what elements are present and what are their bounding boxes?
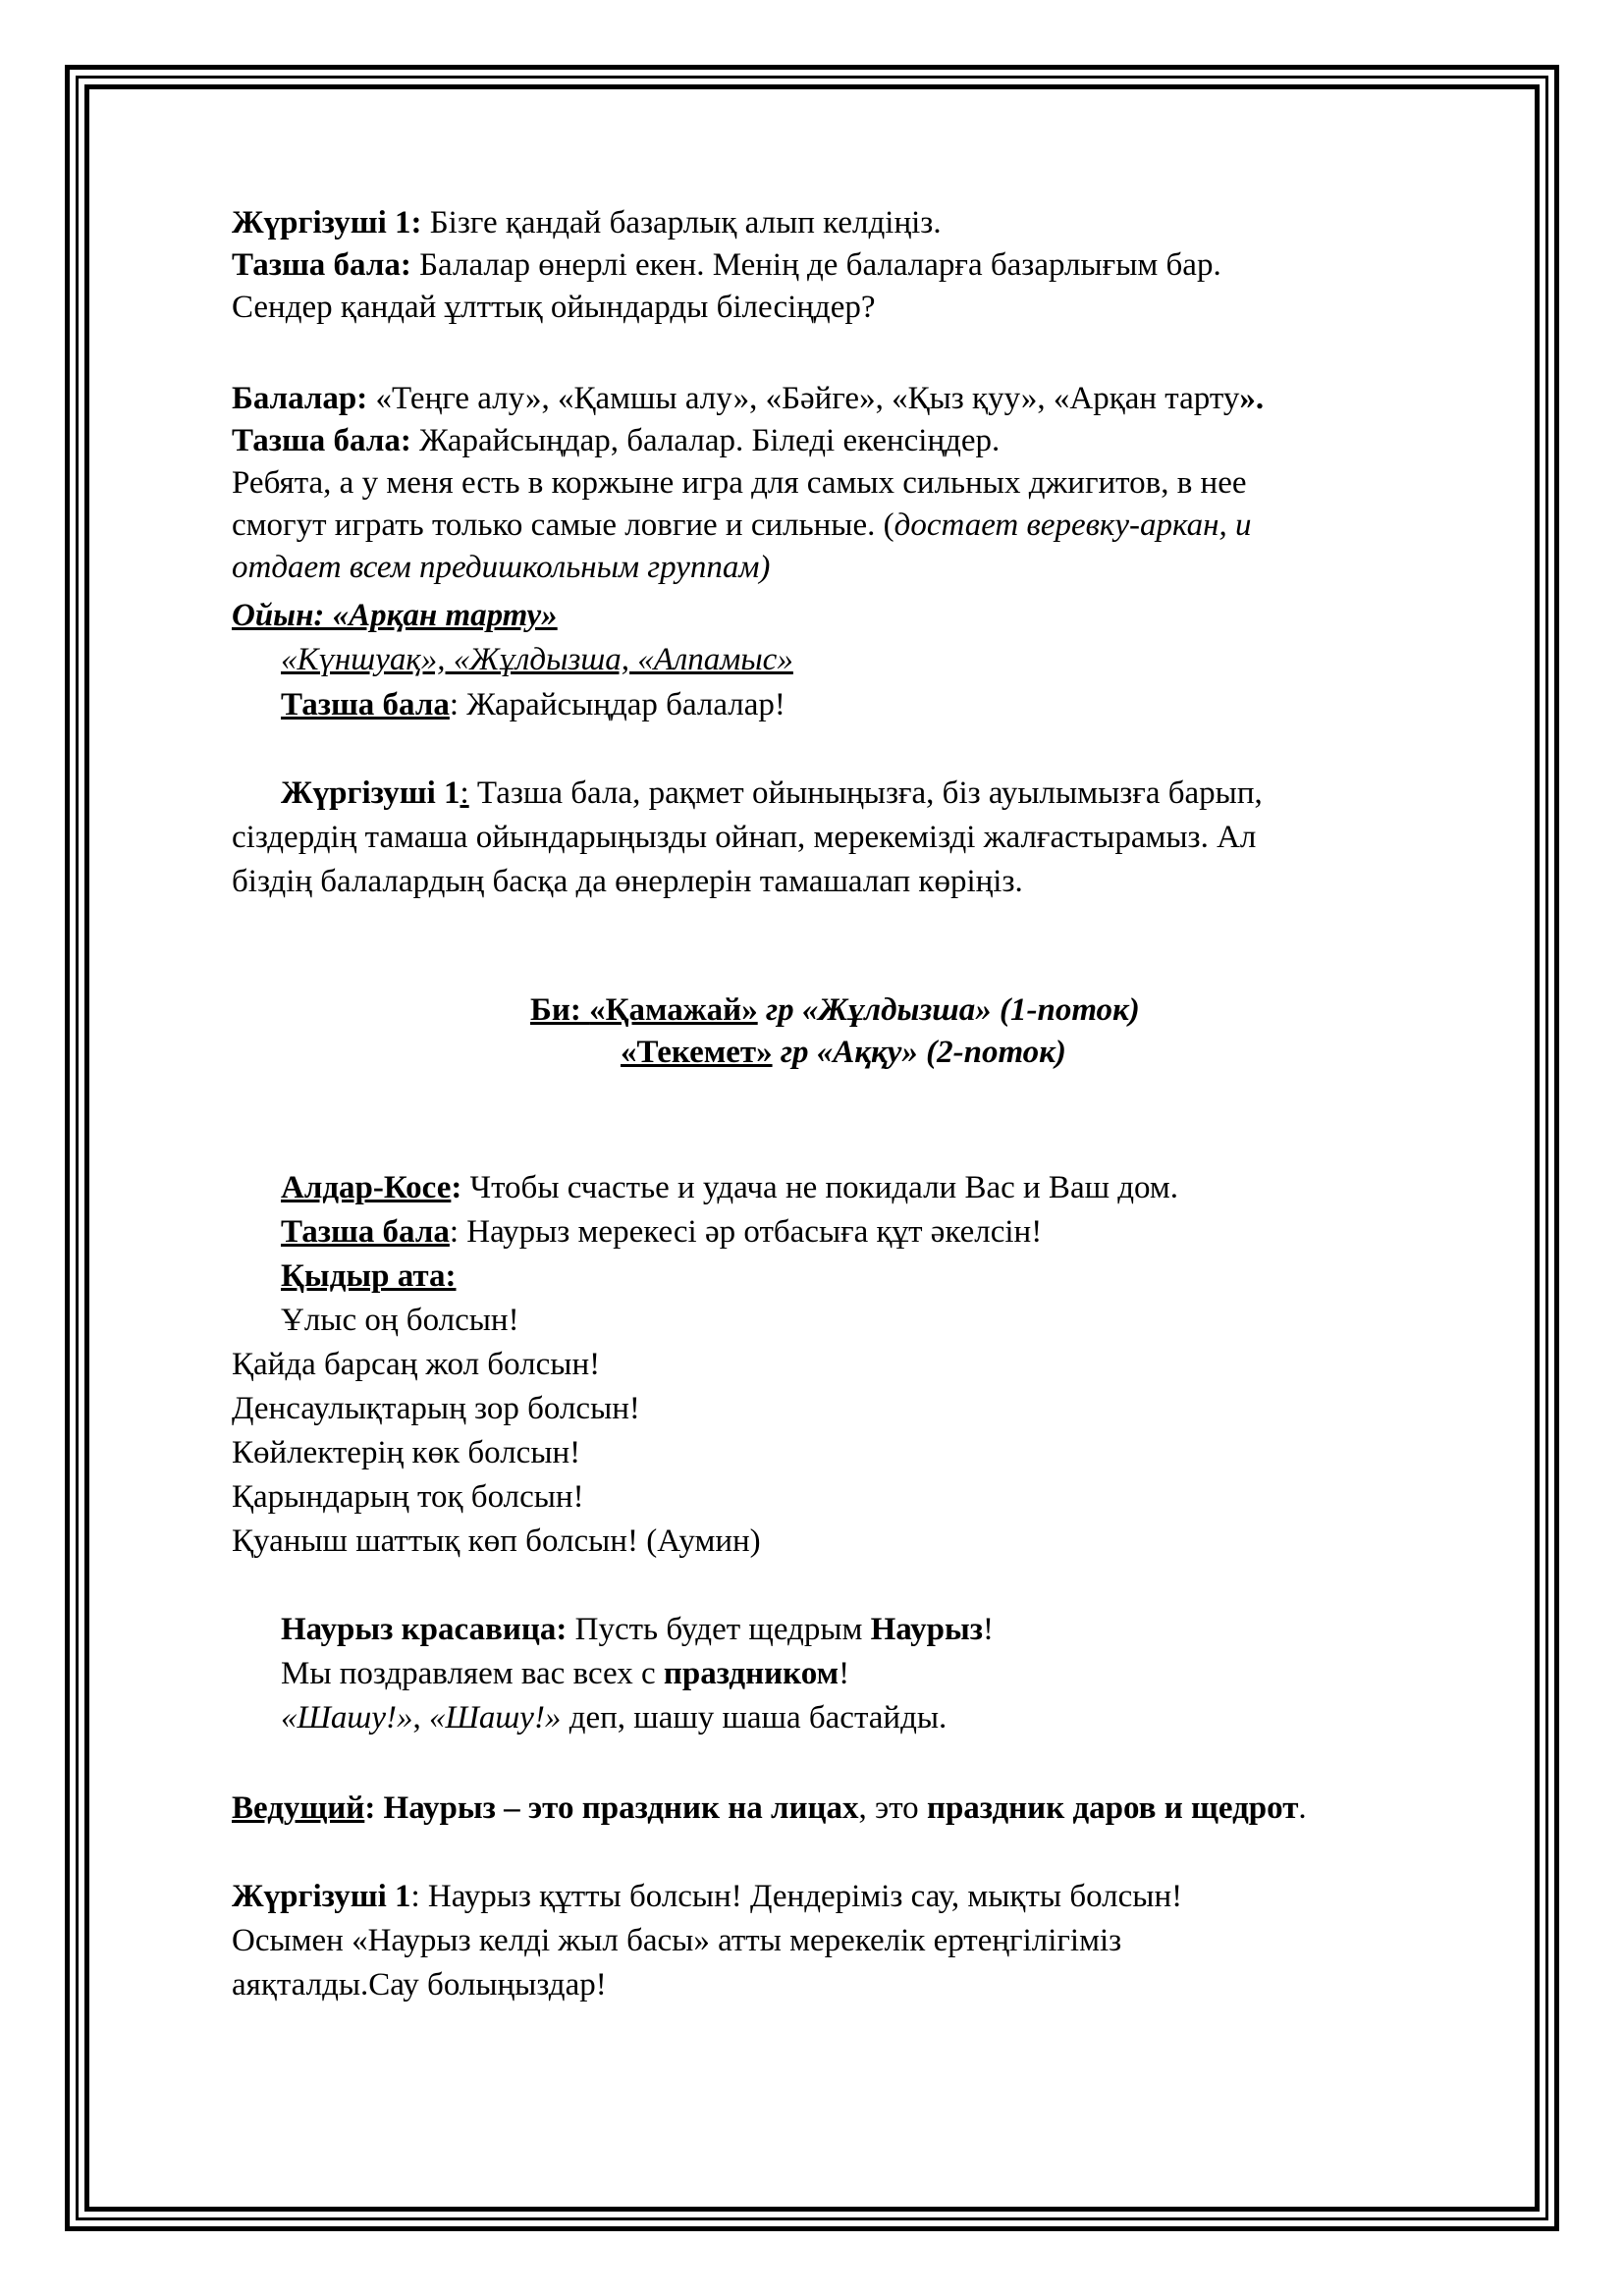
speech-text: Тазша бала, рақмет ойыныңызға, біз ауылымызға барып, — [468, 775, 1263, 811]
stage-direction: «Шашу!» — [428, 1700, 562, 1735]
p2-line-5 — [232, 548, 770, 587]
punctuation: ! — [983, 1612, 994, 1647]
dance-line-1 — [530, 990, 1140, 1030]
quote-end: ». — [1239, 381, 1265, 416]
dance-label: Би: — [530, 992, 590, 1028]
poem-text: Көйлектерің көк болсын! — [232, 1435, 581, 1470]
p1-line-1 — [232, 203, 942, 242]
p3-line-1 — [281, 774, 1263, 813]
speech-text: Бізге қандай базарлық алып келдіңіз. — [421, 205, 942, 240]
p2-line-2 — [232, 421, 1000, 460]
p4-line-3 — [281, 1256, 457, 1296]
game-response — [281, 685, 785, 724]
speaker-label: Тазша бала — [281, 1214, 450, 1250]
p2-line-4 — [232, 506, 1252, 545]
speaker-label: Жүргізуші 1 — [232, 1879, 411, 1914]
speech-text: : Жарайсыңдар балалар! — [449, 687, 785, 722]
game-title — [232, 596, 558, 635]
speaker-label: Тазша бала — [281, 687, 450, 722]
emphasis-text: праздником — [663, 1656, 839, 1691]
poem-line — [232, 1433, 580, 1472]
speaker-label: Жүргізуші 1: — [232, 205, 422, 240]
speaker-label: Тазша бала: — [232, 423, 411, 458]
speaker-colon: : — [460, 775, 469, 811]
speech-text: аяқталды.Сау болыңыздар! — [232, 1967, 607, 2002]
poem-text: Қайда барсаң жол болсын! — [232, 1347, 601, 1382]
speaker-colon: : — [451, 1170, 462, 1205]
game-groups-text: «Күншуақ», «Жұлдызша, «Алпамыс» — [281, 642, 793, 677]
speaker-label: Балалар: — [232, 381, 368, 416]
speaker-label: Қыдыр ата: — [281, 1258, 457, 1294]
game-title-text: Ойын: «Арқан тарту» — [232, 598, 558, 633]
speech-text: Чтобы счастье и удача не покидали Вас и Ваш дом. — [461, 1170, 1179, 1205]
p4-line-1 — [281, 1168, 1178, 1207]
speech-text: біздің балалардың басқа да өнерлерін тамашалап көріңіз. — [232, 864, 1023, 899]
speech-text: сіздердің тамаша ойындарыңызды ойнап, мерекемізді жалғастырамыз. Ал — [232, 820, 1257, 855]
p2-line-3 — [232, 463, 1247, 503]
speech-text: смогут играть только самые ловгие и сильные. ( — [232, 507, 894, 543]
dance-line-2 — [621, 1033, 1066, 1072]
speech-text: Сендер қандай ұлттық ойындарды білесіңдер? — [232, 290, 876, 325]
speech-text: Мы поздравляем вас всех с — [281, 1656, 664, 1691]
dance-group: гр «Аққу» (2-поток) — [772, 1035, 1066, 1070]
speaker-label: Алдар-Косе — [281, 1170, 452, 1205]
poem-line — [232, 1522, 761, 1561]
p3-line-3 — [232, 862, 1023, 901]
dance-name: «Текемет» — [621, 1035, 773, 1070]
speaker-label: Наурыз красавица: — [281, 1612, 568, 1647]
punctuation: , — [412, 1700, 429, 1735]
speech-text: : Наурыз құтты болсын! Дендеріміз сау, мықты болсын! — [410, 1879, 1183, 1914]
p7-line-3 — [232, 1965, 607, 2004]
p7-line-1 — [232, 1877, 1182, 1916]
speech-text: , это — [858, 1790, 927, 1826]
p5-line-2 — [281, 1654, 849, 1693]
p7-line-2 — [232, 1921, 1121, 1960]
dance-name: «Қамажай» — [589, 992, 758, 1028]
speech-text: «Теңге алу», «Қамшы алу», «Бәйге», «Қыз қуу», «Арқан тарту — [367, 381, 1240, 416]
p3-line-2 — [232, 818, 1256, 857]
emphasis-text: : Наурыз – это праздник на лицах — [364, 1790, 859, 1826]
speech-text: Ребята, а у меня есть в коржыне игра для самых сильных джигитов, в нее — [232, 465, 1247, 501]
stage-direction: «Шашу!» — [281, 1700, 413, 1735]
punctuation: . — [1298, 1790, 1307, 1826]
emphasis-text: Наурыз — [870, 1612, 983, 1647]
p1-line-3 — [232, 288, 876, 327]
p5-line-1 — [281, 1610, 994, 1649]
speaker-label: Ведущий — [232, 1790, 365, 1826]
speech-text: Жарайсыңдар, балалар. Біледі екенсіңдер. — [410, 423, 1001, 458]
speech-text: Балалар өнерлі екен. Менің де балаларға базарлығым бар. — [410, 247, 1221, 283]
dance-group: гр «Жұлдызша» (1-поток) — [757, 992, 1140, 1028]
poem-text: Қарындарың тоқ болсын! — [232, 1479, 584, 1515]
p6-line-1 — [232, 1789, 1307, 1828]
speech-text: : Наурыз мерекесі әр отбасыға құт әкелсін! — [449, 1214, 1043, 1250]
speech-text: Осымен «Наурыз келді жыл басы» атты мерекелік ертеңгілігіміз — [232, 1923, 1122, 1958]
poem-text: Денсаулықтарың зор болсын! — [232, 1391, 640, 1426]
poem-text: Қуаныш шаттық көп болсын! (Аумин) — [232, 1523, 761, 1559]
speaker-label: Жүргізуші 1 — [281, 775, 460, 811]
poem-line — [232, 1477, 584, 1517]
speech-text: Пусть будет щедрым — [567, 1612, 871, 1647]
poem-line — [281, 1301, 519, 1340]
poem-text: Ұлыс оң болсын! — [281, 1303, 519, 1338]
p4-line-2 — [281, 1212, 1042, 1252]
speech-text: деп, шашу шаша бастайды. — [561, 1700, 947, 1735]
p2-line-1 — [232, 379, 1264, 418]
poem-line — [232, 1389, 640, 1428]
stage-direction: достает веревку-аркан, и — [893, 507, 1252, 543]
p5-line-3 — [281, 1698, 947, 1737]
p1-line-2 — [232, 245, 1221, 285]
emphasis-text: праздник даров и щедрот — [926, 1790, 1299, 1826]
punctuation: ! — [839, 1656, 850, 1691]
speaker-label: Тазша бала: — [232, 247, 411, 283]
game-groups — [281, 640, 793, 679]
stage-direction: отдает всем предишкольным группам) — [232, 550, 771, 585]
poem-line — [232, 1345, 600, 1384]
